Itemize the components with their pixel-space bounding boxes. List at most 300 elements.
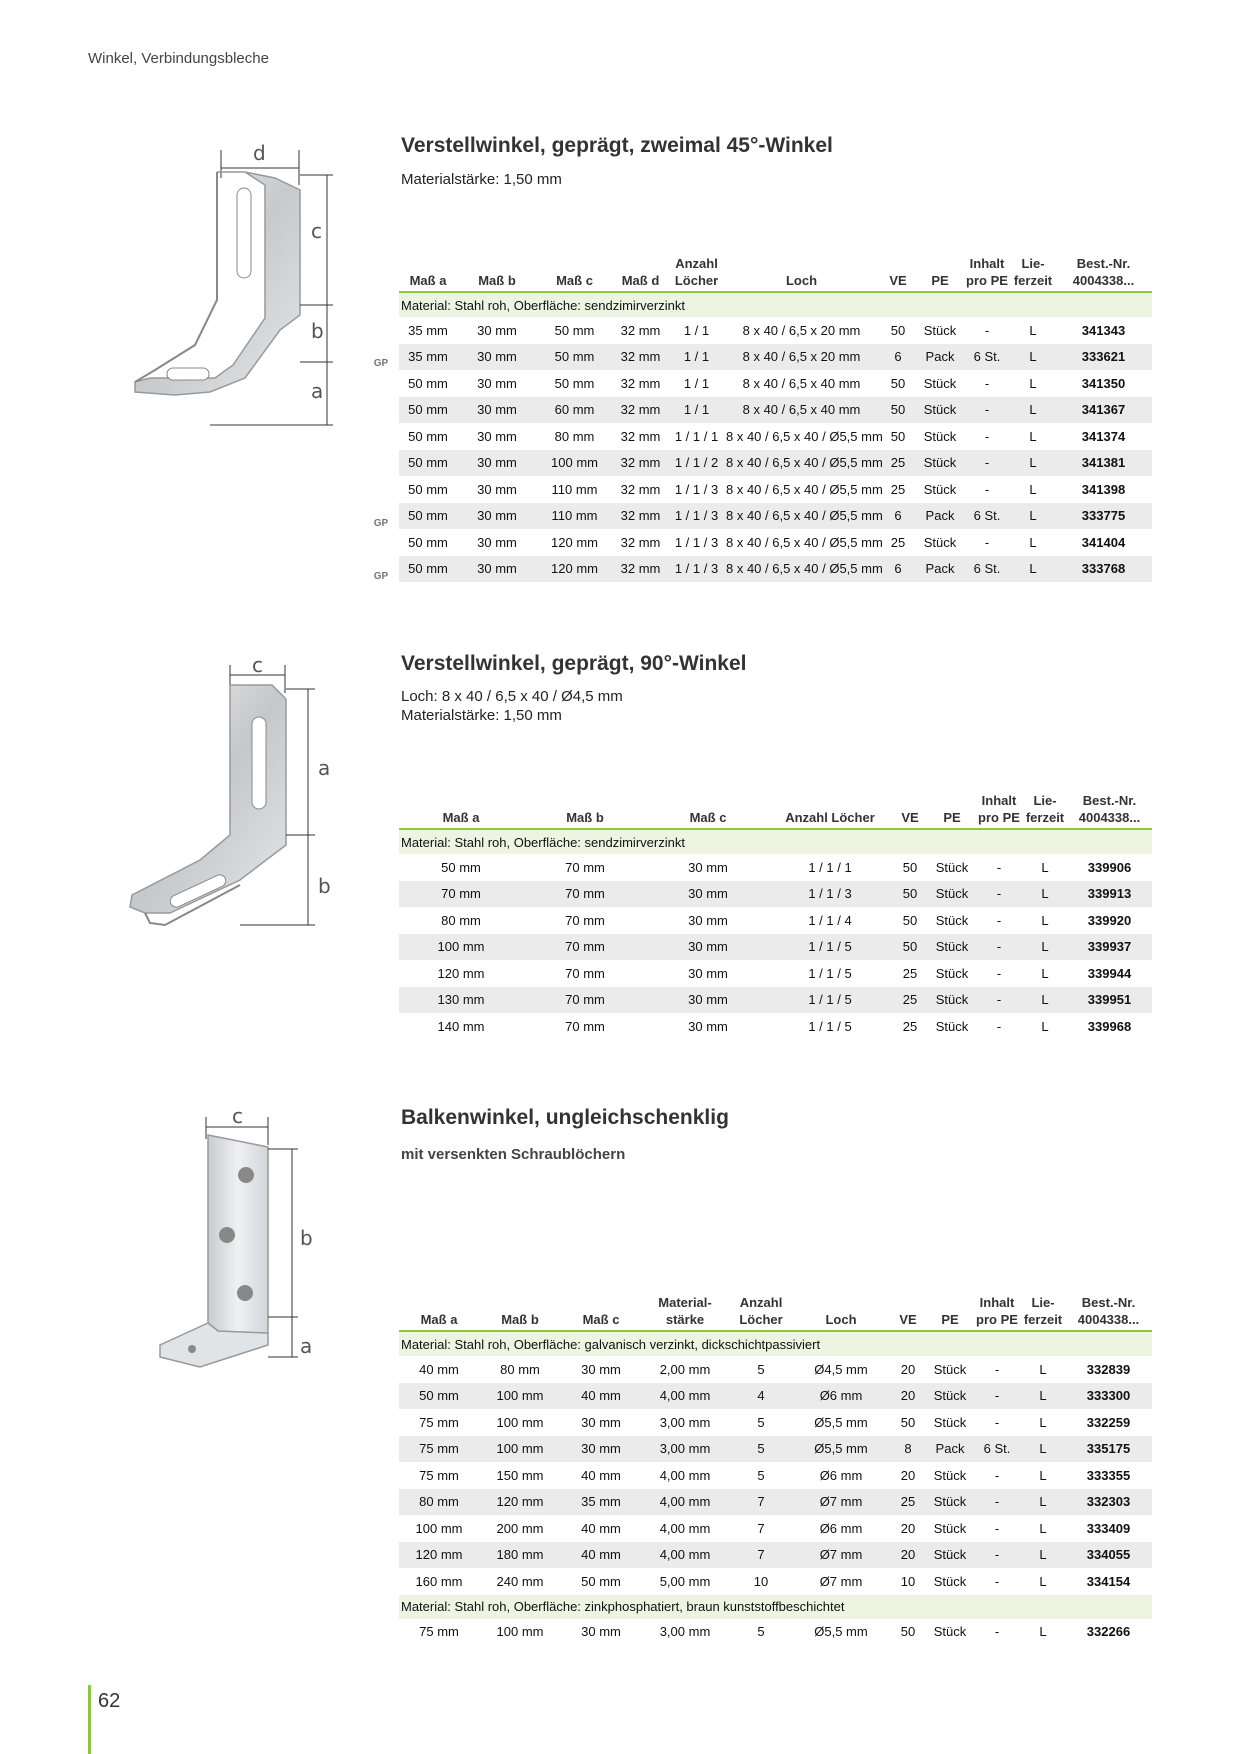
spec-table-45 bbox=[399, 253, 1152, 582]
col-header: Maß a bbox=[399, 790, 523, 829]
table-row bbox=[399, 907, 1152, 934]
table-cell: 25 bbox=[902, 965, 918, 981]
table-cell: L bbox=[1021, 1489, 1065, 1516]
table-cell: 80 mm bbox=[500, 1361, 540, 1377]
table-row bbox=[399, 1436, 1152, 1463]
table-cell: 50 bbox=[900, 1414, 916, 1430]
table-cell: Stück bbox=[923, 481, 957, 497]
table-cell: - bbox=[994, 1467, 1000, 1483]
gp-badge: GP bbox=[373, 571, 389, 582]
table-cell: 50 bbox=[891, 881, 929, 908]
table-cell: 30 mm bbox=[457, 450, 537, 477]
table-row bbox=[399, 529, 1152, 556]
dim-label-d: d bbox=[253, 141, 266, 165]
table-cell: 339920 bbox=[1087, 912, 1132, 928]
table-cell: L bbox=[1021, 1383, 1065, 1410]
table-cell: Stück bbox=[933, 1361, 967, 1377]
table-row bbox=[399, 1489, 1152, 1516]
table-cell: 339968 bbox=[1087, 1018, 1132, 1034]
table-cell: 40 mm bbox=[581, 1467, 621, 1483]
table-cell: 50 mm bbox=[537, 344, 612, 371]
table-cell: 1 / 1 / 1 bbox=[674, 428, 719, 444]
table-cell: L bbox=[1029, 428, 1037, 444]
table-cell: 5 bbox=[757, 1624, 765, 1640]
table-cell: 341350 bbox=[1081, 375, 1126, 391]
col-header: Inhalt pro PE bbox=[975, 790, 1023, 829]
table-cell: 7 bbox=[729, 1542, 793, 1569]
table-cell: L bbox=[1039, 1624, 1047, 1640]
material-row bbox=[399, 829, 1152, 854]
table-cell: 1 / 1 / 3 bbox=[769, 881, 891, 908]
table-cell: 8 x 40 / 6,5 x 40 / Ø5,5 mm bbox=[726, 428, 883, 444]
table-cell: - bbox=[973, 1489, 1021, 1516]
dim-label-c: c bbox=[232, 1105, 243, 1128]
table-cell: - bbox=[975, 881, 1023, 908]
table-cell: 8 x 40 / 6,5 x 40 / Ø5,5 mm bbox=[724, 450, 879, 477]
table-row bbox=[399, 397, 1152, 424]
dim-label-b: b bbox=[318, 874, 331, 898]
table-cell: 339944 bbox=[1087, 965, 1132, 981]
table-cell: 40 mm bbox=[561, 1383, 641, 1410]
col-header: Lie-ferzeit bbox=[1011, 253, 1055, 292]
col-header: Inhalt pro PE bbox=[973, 1292, 1021, 1331]
table-cell: 1 / 1 / 1 bbox=[808, 859, 852, 875]
section-subtitle: mit versenkten Schraublöchern bbox=[401, 1146, 626, 1163]
material-label: Material: Stahl roh, Oberfläche: galvanisch verzinkt, dickschichtpassiviert bbox=[399, 1331, 1152, 1356]
table-cell: L bbox=[1021, 1542, 1065, 1569]
table-row bbox=[399, 556, 1152, 583]
table-cell: 341367 bbox=[1055, 397, 1152, 424]
table-cell: Pack bbox=[917, 344, 963, 371]
col-header: PE bbox=[917, 253, 963, 292]
table-cell: 30 mm bbox=[457, 503, 537, 530]
table-cell: L bbox=[1011, 344, 1055, 371]
table-cell: 75 mm bbox=[399, 1436, 479, 1463]
table-cell: Ø5,5 mm bbox=[793, 1436, 889, 1463]
table-cell: L bbox=[1011, 397, 1055, 424]
table-cell: 75 mm bbox=[419, 1414, 459, 1430]
table-cell: Ø6 mm bbox=[819, 1520, 863, 1536]
table-cell: 70 mm bbox=[565, 912, 605, 928]
col-header: PE bbox=[927, 1292, 973, 1331]
table-cell: 8 x 40 / 6,5 x 20 mm bbox=[724, 344, 879, 371]
table-cell: 333621 bbox=[1055, 344, 1152, 371]
table-cell: 30 mm bbox=[581, 1361, 621, 1377]
table-cell: 1 / 1 bbox=[683, 375, 710, 391]
table-row bbox=[399, 1013, 1152, 1040]
table-cell: L bbox=[1011, 450, 1055, 477]
table-cell: - bbox=[996, 1018, 1002, 1034]
table-cell: Stück bbox=[923, 375, 957, 391]
table-cell: 333409 bbox=[1086, 1520, 1131, 1536]
table-cell: L bbox=[1023, 881, 1067, 908]
table-cell: 30 mm bbox=[477, 375, 517, 391]
table-cell: L bbox=[1029, 534, 1037, 550]
table-cell: 1 / 1 / 3 bbox=[674, 534, 719, 550]
page-number-accent-bar bbox=[88, 1685, 91, 1754]
col-header: Best.-Nr. 4004338... bbox=[1065, 1292, 1152, 1331]
table-cell: 32 mm bbox=[612, 556, 669, 583]
table-cell: 32 mm bbox=[620, 322, 661, 338]
table-cell: 1 / 1 bbox=[669, 344, 724, 371]
table-cell: 30 mm bbox=[647, 881, 769, 908]
table-cell: Stück bbox=[923, 322, 957, 338]
table-cell: 3,00 mm bbox=[659, 1414, 711, 1430]
col-header: Lie-ferzeit bbox=[1021, 1292, 1065, 1331]
table-cell: - bbox=[973, 1542, 1021, 1569]
col-header: Anzahl Löcher bbox=[769, 790, 891, 829]
col-header: Lie-ferzeit bbox=[1023, 790, 1067, 829]
table-cell: 200 mm bbox=[496, 1520, 544, 1536]
table-cell: 20 bbox=[900, 1361, 916, 1377]
table-cell: 70 mm bbox=[523, 881, 647, 908]
table-cell: 10 bbox=[900, 1573, 916, 1589]
table-cell: 30 mm bbox=[647, 934, 769, 961]
dim-label-c: c bbox=[252, 655, 263, 677]
table-cell: 50 mm bbox=[399, 397, 457, 424]
table-cell: 25 bbox=[902, 1018, 918, 1034]
dim-label-b: b bbox=[300, 1226, 313, 1250]
table-cell: 341381 bbox=[1055, 450, 1152, 477]
table-cell: 32 mm bbox=[620, 375, 661, 391]
table-cell: L bbox=[1041, 1018, 1049, 1034]
col-header: Maß c bbox=[561, 1292, 641, 1331]
table-cell: Pack bbox=[927, 1436, 973, 1463]
table-cell: 50 bbox=[890, 375, 906, 391]
table-cell: 341398 bbox=[1081, 481, 1126, 497]
table-cell: - bbox=[984, 428, 990, 444]
table-cell: L bbox=[1011, 503, 1055, 530]
table-cell: Stück bbox=[923, 428, 957, 444]
table-cell: 50 bbox=[890, 428, 906, 444]
table-cell: Stück bbox=[917, 397, 963, 424]
material-row bbox=[399, 292, 1152, 317]
table-cell: 5 bbox=[757, 1467, 765, 1483]
dim-label-a: a bbox=[311, 379, 324, 403]
table-cell: 100 mm bbox=[537, 450, 612, 477]
table-row bbox=[399, 1619, 1152, 1646]
table-cell: 110 mm bbox=[551, 481, 598, 497]
table-cell: L bbox=[1029, 375, 1037, 391]
spec-table-90 bbox=[399, 790, 1152, 1040]
table-cell: 30 mm bbox=[457, 344, 537, 371]
table-cell: L bbox=[1039, 1361, 1047, 1377]
table-cell: 100 mm bbox=[496, 1414, 544, 1430]
table-cell: 32 mm bbox=[612, 397, 669, 424]
table-cell: - bbox=[994, 1414, 1000, 1430]
col-header: Loch bbox=[793, 1292, 889, 1331]
table-cell: L bbox=[1023, 934, 1067, 961]
table-row bbox=[399, 450, 1152, 477]
table-cell: 35 mm bbox=[399, 344, 457, 371]
dim-label-a: a bbox=[318, 756, 331, 780]
table-cell: 6 bbox=[879, 503, 917, 530]
table-cell: Stück bbox=[929, 987, 975, 1014]
section-title: Verstellwinkel, geprägt, 90°-Winkel bbox=[401, 652, 747, 675]
page-header: Winkel, Verbindungsbleche bbox=[88, 50, 269, 67]
table-cell: 25 bbox=[879, 450, 917, 477]
table-cell: 120 mm bbox=[479, 1489, 561, 1516]
table-cell: 4,00 mm bbox=[641, 1542, 729, 1569]
table-cell: 6 bbox=[879, 344, 917, 371]
table-cell: 32 mm bbox=[620, 534, 661, 550]
table-cell: L bbox=[1029, 481, 1037, 497]
table-cell: Stück bbox=[929, 881, 975, 908]
table-cell: 180 mm bbox=[479, 1542, 561, 1569]
table-cell: Stück bbox=[933, 1520, 967, 1536]
table-cell: L bbox=[1021, 1436, 1065, 1463]
table-cell: 70 mm bbox=[523, 987, 647, 1014]
table-cell: 30 mm bbox=[457, 556, 537, 583]
table-cell: 50 mm bbox=[408, 534, 448, 550]
col-header: Loch bbox=[724, 253, 879, 292]
table-cell: 30 mm bbox=[581, 1624, 621, 1640]
table-cell: 6 St. bbox=[963, 556, 1011, 583]
table-cell: Stück bbox=[923, 534, 957, 550]
col-header: Maß d bbox=[612, 253, 669, 292]
table-cell: 333300 bbox=[1065, 1383, 1152, 1410]
table-cell: 8 x 40 / 6,5 x 40 / Ø5,5 mm bbox=[724, 503, 879, 530]
col-header: Best.-Nr. 4004338... bbox=[1067, 790, 1152, 829]
table-cell: 70 mm bbox=[565, 1018, 605, 1034]
table-cell: 120 mm bbox=[399, 1542, 479, 1569]
table-cell: Ø7 mm bbox=[819, 1573, 863, 1589]
spec-table-balkenwinkel bbox=[399, 1292, 1152, 1645]
col-header: VE bbox=[891, 790, 929, 829]
table-cell: 50 mm bbox=[399, 556, 457, 583]
table-cell: 50 bbox=[902, 912, 918, 928]
table-cell: 8 x 40 / 6,5 x 20 mm bbox=[742, 322, 861, 338]
table-cell: 1 / 1 / 5 bbox=[769, 934, 891, 961]
table-cell: 4,00 mm bbox=[641, 1383, 729, 1410]
table-cell: 30 mm bbox=[688, 1018, 728, 1034]
table-cell: 8 bbox=[889, 1436, 927, 1463]
table-row bbox=[399, 960, 1152, 987]
table-cell: 70 mm bbox=[399, 881, 523, 908]
section-subtitle-material: Materialstärke: 1,50 mm bbox=[401, 707, 562, 724]
section-title: Verstellwinkel, geprägt, zweimal 45°-Winkel bbox=[401, 134, 833, 157]
table-cell: 40 mm bbox=[419, 1361, 459, 1377]
col-header: Inhalt pro PE bbox=[963, 253, 1011, 292]
product-image-45-angle bbox=[95, 130, 395, 460]
table-cell: 30 mm bbox=[688, 912, 728, 928]
col-header: Material-stärke bbox=[641, 1292, 729, 1331]
table-cell: L bbox=[1011, 556, 1055, 583]
table-cell: 50 mm bbox=[399, 450, 457, 477]
material-label: Material: Stahl roh, Oberfläche: sendzimirverzinkt bbox=[399, 292, 1152, 317]
table-cell: - bbox=[984, 534, 990, 550]
table-cell: Stück bbox=[933, 1624, 967, 1640]
table-cell: 50 bbox=[902, 859, 918, 875]
col-header: Maß c bbox=[537, 253, 612, 292]
table-cell: - bbox=[996, 912, 1002, 928]
table-cell: 5,00 mm bbox=[659, 1573, 711, 1589]
table-cell: 341374 bbox=[1081, 428, 1126, 444]
table-cell: L bbox=[1039, 1520, 1047, 1536]
col-header: VE bbox=[879, 253, 917, 292]
table-cell: Ø4,5 mm bbox=[814, 1361, 868, 1377]
table-cell: Stück bbox=[933, 1414, 967, 1430]
table-cell: 80 mm bbox=[441, 912, 481, 928]
table-cell: L bbox=[1041, 965, 1049, 981]
material-row bbox=[399, 1331, 1152, 1356]
table-cell: - bbox=[963, 450, 1011, 477]
table-cell: 25 bbox=[890, 481, 906, 497]
table-cell: 1 / 1 bbox=[683, 322, 710, 338]
table-cell: Stück bbox=[929, 934, 975, 961]
table-cell: Stück bbox=[917, 450, 963, 477]
table-cell: 30 mm bbox=[688, 859, 728, 875]
table-cell: 339913 bbox=[1067, 881, 1152, 908]
table-cell: 50 bbox=[891, 934, 929, 961]
table-cell: - bbox=[984, 322, 990, 338]
col-header: VE bbox=[889, 1292, 927, 1331]
table-row bbox=[399, 854, 1152, 881]
table-cell: - bbox=[994, 1520, 1000, 1536]
col-header: Maß c bbox=[647, 790, 769, 829]
table-cell: L bbox=[1029, 322, 1037, 338]
table-cell: 30 mm bbox=[477, 428, 517, 444]
table-cell: 1 / 1 / 3 bbox=[674, 481, 719, 497]
table-row bbox=[399, 1409, 1152, 1436]
table-cell: 32 mm bbox=[620, 428, 661, 444]
table-header bbox=[399, 790, 1152, 829]
table-cell: 100 mm bbox=[479, 1383, 561, 1410]
table-cell: 75 mm bbox=[419, 1467, 459, 1483]
table-cell: 30 mm bbox=[688, 965, 728, 981]
table-cell: 3,00 mm bbox=[641, 1436, 729, 1463]
table-row bbox=[399, 423, 1152, 450]
table-cell: - bbox=[994, 1624, 1000, 1640]
table-cell: Ø7 mm bbox=[793, 1489, 889, 1516]
table-header bbox=[399, 1292, 1152, 1331]
table-cell: 7 bbox=[729, 1489, 793, 1516]
table-cell: 50 bbox=[879, 397, 917, 424]
table-cell: L bbox=[1039, 1573, 1047, 1589]
table-cell: - bbox=[984, 375, 990, 391]
table-cell: 332259 bbox=[1086, 1414, 1131, 1430]
table-cell: Pack bbox=[917, 503, 963, 530]
table-cell: 75 mm bbox=[419, 1624, 459, 1640]
table-cell: 332303 bbox=[1065, 1489, 1152, 1516]
table-cell: 120 mm bbox=[437, 965, 485, 981]
table-cell: 8 x 40 / 6,5 x 40 / Ø5,5 mm bbox=[726, 534, 883, 550]
table-cell: 20 bbox=[900, 1520, 916, 1536]
table-cell: L bbox=[1023, 987, 1067, 1014]
table-cell: 339937 bbox=[1067, 934, 1152, 961]
table-row bbox=[399, 1356, 1152, 1383]
table-cell: Stück bbox=[935, 912, 969, 928]
table-cell: 6 St. bbox=[963, 503, 1011, 530]
table-cell: 333768 bbox=[1055, 556, 1152, 583]
table-cell: - bbox=[975, 987, 1023, 1014]
table-cell: L bbox=[1041, 859, 1049, 875]
table-cell: 333775 bbox=[1055, 503, 1152, 530]
col-header: Maß b bbox=[457, 253, 537, 292]
table-cell: 100 mm bbox=[415, 1520, 463, 1536]
table-cell: - bbox=[994, 1573, 1000, 1589]
table-cell: - bbox=[996, 859, 1002, 875]
table-row bbox=[399, 1383, 1152, 1410]
dim-label-a: a bbox=[300, 1334, 313, 1358]
table-cell: 120 mm bbox=[537, 556, 612, 583]
table-cell: 70 mm bbox=[565, 965, 605, 981]
table-cell: 25 bbox=[891, 987, 929, 1014]
table-cell: 1 / 1 / 5 bbox=[769, 987, 891, 1014]
table-cell: 4,00 mm bbox=[641, 1489, 729, 1516]
table-cell: 5 bbox=[729, 1436, 793, 1463]
table-cell: 1 / 1 / 3 bbox=[669, 556, 724, 583]
table-cell: Ø7 mm bbox=[793, 1542, 889, 1569]
table-cell: 30 mm bbox=[561, 1436, 641, 1463]
table-cell: 4,00 mm bbox=[659, 1467, 711, 1483]
table-cell: - bbox=[996, 965, 1002, 981]
table-cell: Ø5,5 mm bbox=[814, 1414, 868, 1430]
table-cell: 333355 bbox=[1086, 1467, 1131, 1483]
table-cell: 70 mm bbox=[523, 934, 647, 961]
section-subtitle: Materialstärke: 1,50 mm bbox=[401, 171, 562, 188]
table-cell: 1 / 1 / 4 bbox=[808, 912, 852, 928]
table-cell: 140 mm bbox=[437, 1018, 485, 1034]
table-cell: 32 mm bbox=[612, 503, 669, 530]
table-cell: 5 bbox=[757, 1361, 765, 1377]
table-cell: - bbox=[984, 481, 990, 497]
table-cell: Stück bbox=[927, 1383, 973, 1410]
col-header: Anzahl Löcher bbox=[669, 253, 724, 292]
table-cell: 50 bbox=[900, 1624, 916, 1640]
table-cell: 1 / 1 / 5 bbox=[808, 965, 852, 981]
table-cell: 50 mm bbox=[399, 1383, 479, 1410]
angle-bracket-45-icon bbox=[95, 130, 395, 460]
table-header bbox=[399, 253, 1152, 292]
table-cell: L bbox=[1041, 912, 1049, 928]
table-row bbox=[399, 317, 1152, 344]
beam-bracket-icon bbox=[140, 1105, 350, 1395]
table-cell: 4,00 mm bbox=[659, 1520, 711, 1536]
table-row bbox=[399, 1542, 1152, 1569]
table-cell: L bbox=[1039, 1414, 1047, 1430]
table-cell: 335175 bbox=[1065, 1436, 1152, 1463]
table-row bbox=[399, 344, 1152, 371]
table-cell: 35 mm bbox=[408, 322, 448, 338]
table-cell: 339951 bbox=[1067, 987, 1152, 1014]
dim-label-c: c bbox=[311, 219, 322, 243]
table-cell: 1 / 1 / 3 bbox=[669, 503, 724, 530]
table-cell: 50 mm bbox=[554, 322, 595, 338]
product-image-90-angle bbox=[90, 655, 390, 945]
table-cell: 50 mm bbox=[554, 375, 595, 391]
table-row bbox=[399, 934, 1152, 961]
col-header: PE bbox=[929, 790, 975, 829]
table-cell: 32 mm bbox=[612, 344, 669, 371]
table-cell: 1 / 1 bbox=[669, 397, 724, 424]
table-row bbox=[399, 1568, 1152, 1595]
table-cell: Ø6 mm bbox=[819, 1467, 863, 1483]
table-cell: 50 mm bbox=[399, 503, 457, 530]
table-cell: 50 mm bbox=[441, 859, 481, 875]
table-cell: 30 mm bbox=[457, 397, 537, 424]
table-cell: 120 mm bbox=[551, 534, 598, 550]
section-title: Balkenwinkel, ungleichschenklig bbox=[401, 1106, 729, 1129]
table-cell: 32 mm bbox=[612, 450, 669, 477]
table-cell: - bbox=[963, 397, 1011, 424]
dim-label-b: b bbox=[311, 319, 324, 343]
table-cell: Stück bbox=[927, 1542, 973, 1569]
table-cell: 8 x 40 / 6,5 x 40 / Ø5,5 mm bbox=[724, 556, 879, 583]
table-cell: 40 mm bbox=[581, 1520, 621, 1536]
table-cell: 5 bbox=[757, 1414, 765, 1430]
col-header: Maß a bbox=[399, 253, 457, 292]
